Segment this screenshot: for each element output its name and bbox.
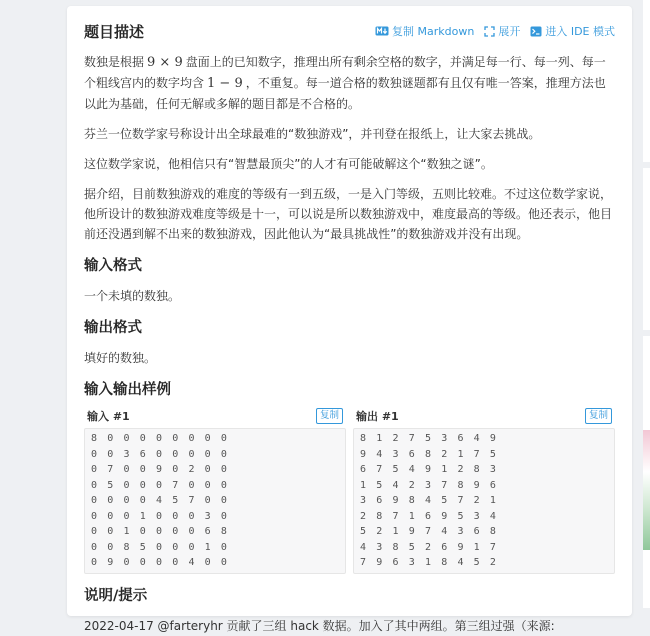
section-title-hint: 说明/提示 — [84, 588, 148, 604]
expand-label: 展开 — [498, 25, 521, 38]
copy-output-button[interactable]: 复制 — [585, 408, 612, 424]
decorative-banner-image — [643, 430, 650, 550]
copy-input-button[interactable]: 复制 — [316, 408, 343, 424]
copy-markdown-label: 复制 Markdown — [392, 25, 475, 38]
description-paragraph-4: 据介绍，目前数独游戏的难度的等级有一到五级，一是入门等级，五则比较难。不过这位数学家说，他所设计的数独游戏难度等级是十一，可以说是所以数独游戏中，难度最高的等级。他还表示，他目前还没遇到解不出来的数独游戏，因此他认为“最具挑战性”的数独游戏并没有出现。 — [84, 187, 613, 241]
sample-output-header — [353, 406, 615, 426]
section-title-description: 题目描述 — [84, 22, 145, 41]
description-paragraph-2: 芬兰一位数学家号称设计出全球最难的“数独游戏”，并刊登在报纸上，让大家去挑战。 — [84, 127, 541, 141]
section-title-samples: 输入输出样例 — [84, 382, 171, 398]
hint-text: 2022-04-17 @farteryhr 贡献了三组 hack 数据。加入了其中两组。第三组过强（来源: — [84, 619, 555, 633]
enter-ide-label: 进入 IDE 模式 — [545, 25, 615, 38]
right-sidebar-edge — [643, 0, 650, 608]
section-title-input-format: 输入格式 — [84, 258, 142, 274]
description-paragraph-3: 这位数学家说，他相信只有“智慧最顶尖”的人才有可能破解这个“数独之谜”。 — [84, 157, 493, 171]
output-format-text: 填好的数独。 — [84, 351, 157, 365]
problem-header — [84, 20, 615, 42]
math-digit-range: 1 − 9 — [207, 76, 243, 91]
description-paragraph-1: 数独是根据 9 × 9 盘面上的已知数字，推理出所有剩余空格的数字，并满足每一行、每一列、每一个粗线宫内的数字均含 1 − 9 ，不重复。每一道合格的数独谜题都有且仅有唯一答案，推理方法也以此为基础，任何无解或多解的题目都是不合格的。 — [84, 55, 606, 111]
problem-actions — [375, 23, 615, 39]
sample-output-code[interactable]: 8 1 2 7 5 3 6 4 9 9 4 3 6 8 2 1 7 5 6 7 5 4 9 1 2 8 3 1 5 4 2 3 7 8 9 6 3 6 9 8 4 5 7 2 1 2 8 7 1 6 9 5 3 4 5 2 1 9 7 4 3 6 8 4 3 8 5 2 6 9 1 7 7 9 6 3 1 8 4 5 2 — [353, 428, 615, 574]
math-grid-size: 9 × 9 — [147, 55, 183, 70]
expand-icon — [484, 26, 495, 37]
sample-input-title: 输入 #1 — [87, 410, 130, 423]
expand-button[interactable] — [484, 23, 520, 39]
sample-input — [84, 406, 346, 574]
copy-markdown-button[interactable] — [375, 23, 474, 39]
sample-input-header — [84, 406, 346, 426]
sample-input-code[interactable]: 8 0 0 0 0 0 0 0 0 0 0 3 6 0 0 0 0 0 0 7 0 0 9 0 2 0 0 0 5 0 0 0 7 0 0 0 0 0 0 0 4 5 7 0 0 0 0 0 1 0 0 0 3 0 0 0 1 0 0 0 0 6 8 0 0 8 5 0 0 0 1 0 0 9 0 0 0 0 4 0 0 — [84, 428, 346, 574]
problem-card — [67, 6, 632, 633]
enter-ide-button[interactable] — [530, 23, 615, 39]
sample-output — [353, 406, 615, 574]
section-title-output-format: 输出格式 — [84, 320, 142, 336]
input-format-text: 一个未填的数独。 — [84, 289, 181, 303]
terminal-icon — [530, 26, 542, 37]
markdown-icon — [375, 26, 389, 36]
sample-output-title: 输出 #1 — [356, 410, 399, 423]
sample-io — [84, 406, 615, 574]
